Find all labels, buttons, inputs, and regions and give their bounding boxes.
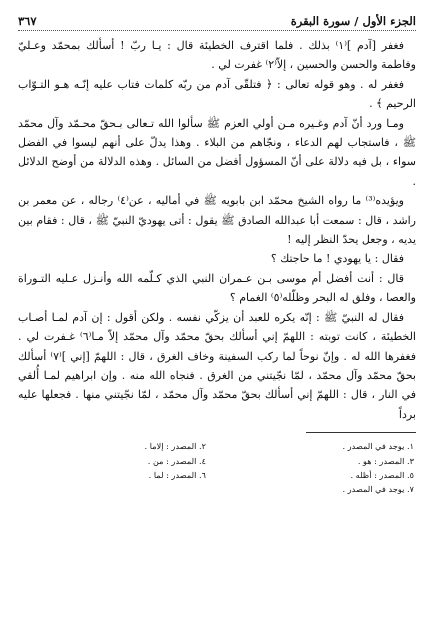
footnote: ٣. المصدر : هو . [357, 455, 414, 466]
paragraph: ومـا ورد أنّ آدم وغـيره مـن أولي العزم ﷺ سألوا الله تـعالى بـحقّ محـمّد وآل محمّد ﷺ ، فاستجاب لهم الدعاء ، ونجّاهم من البلاء . وهذا يدلّ على أنهم ليسوا في الفضل سواء ، بل فيه دلالة على أنّ المسؤول أفضل من السائل . وهذه الدلالة من أوضح الدلائل . [18, 116, 416, 188]
running-header-title: الجزء الأول / سورة البقرة [290, 14, 416, 28]
paragraph: قال : أنت أفضل أم موسى بـن عـمران النبي الذي كـلّمه الله وأنـزل عـليه التـوراة والعصا ، وفلق له البحر وظلّله⁽٥⁾ الغمام ؟ [18, 271, 416, 305]
page-number: ٣٦٧ [18, 14, 37, 28]
footnotes [18, 439, 416, 497]
footnote: ٢. المصدر : إلاما . [144, 441, 206, 452]
footnote: ٤. المصدر : من . [147, 455, 206, 466]
paragraph: ويؤيده⁽³⁾ ما رواه الشيخ محمّد ابن بابويه ﷺ في أماليه ، عن⁽٤⁾ رجاله ، عن معمر بن راشد ، قال : سمعت أبا عبدالله الصادق ﷺ يقول : أتى يهوديّ النبيّ ﷺ ، قال : فقام بين يديه ، وجعل يحدّ النظر إليه ! [18, 194, 416, 247]
running-header [18, 14, 416, 31]
paragraph: فغفر له . وهو قوله تعالى : ﴿ فتلقّى آدم من ربّه كلمات فتاب عليه إنّـه هـو التـوّاب الرحيم ﴾ . [18, 77, 416, 111]
footnote-separator [306, 432, 416, 433]
footnote: ٥. المصدر : أظله . [350, 469, 414, 480]
paragraph: فقال : يا يهودي ! ما حاجتك ؟ [270, 252, 404, 266]
footnote: ٧. يوجد في المصدر . [342, 484, 414, 495]
main-text [18, 36, 416, 424]
footnote: ٦. المصدر : لما . [148, 469, 206, 480]
paragraph: فغفر [آدم ]⁽١⁾ بذلك . فلما اقترف الخطيئة قال : يـا ربّ ! أسألك بمحمّد وعـليّ وفاطمة والحسن والحسين ، إلاّ⁽٢⁾ غفرت لي . [18, 39, 416, 72]
paragraph: فقال له النبيّ ﷺ : إنّه يكره للعبد أن يزكّي نفسه . ولكن أقول : إن آدم لمـا أصـاب الخطيئة ، كانت توبته : اللهمّ إني أسألك بحقّ محمّد وآل محمّد إلاّ مـا⁽٦⁾ غـفرت لي . فغفرها الله له . وإنّ نوحاً لما ركب السفينة وخاف الغرق ، قال : اللهمّ [إني ]⁽٧⁾ أسألك بحقّ محمّد وآل محمّد ، لمّا نجّيتني من الغرق . فنجاه الله منه . وإن ابراهيم لمـا أُلقي في النار ، قال : اللهمّ إني أسألك بحقّ محمّد وآل محمّد ، لمّا نجّيتني منها . فجعلها عليه برداً [18, 310, 416, 421]
footnote: ١. يوجد في المصدر . [342, 441, 414, 452]
